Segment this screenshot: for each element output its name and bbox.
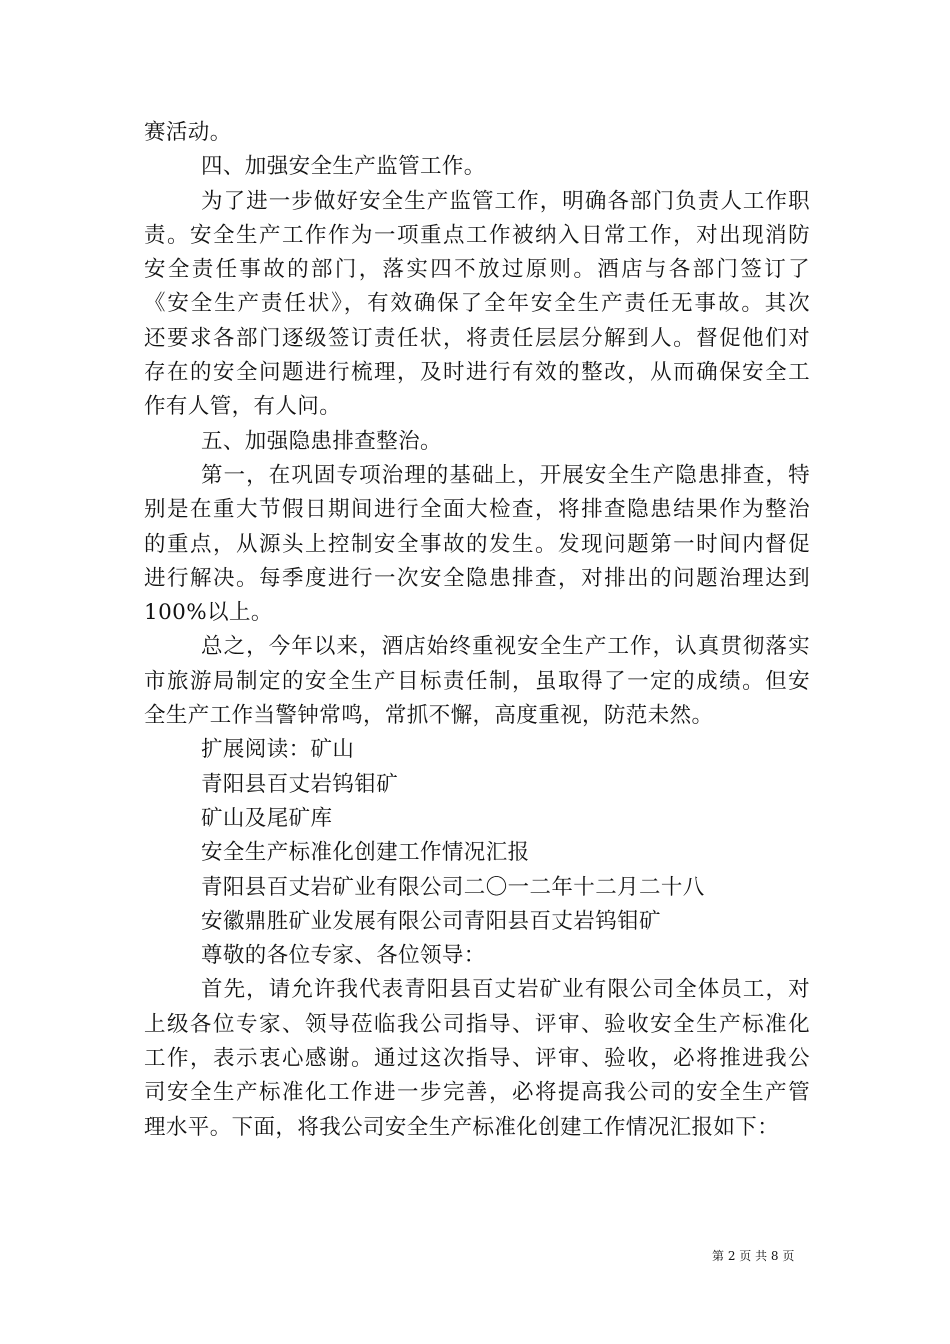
text-line: 安全生产标准化创建工作情况汇报 xyxy=(201,840,530,866)
text-line: 赛活动。 xyxy=(144,120,232,145)
text-line: 扩展阅读：矿山 xyxy=(201,737,355,763)
text-line: 市旅游局制定的安全生产目标责任制，虽取得了一定的成绩。但安 xyxy=(144,668,810,694)
text-line: 100%以上。 xyxy=(144,600,273,626)
text-line: 青阳县百丈岩矿业有限公司二〇一二年十二月二十八 xyxy=(201,874,705,900)
text-line: 别是在重大节假日期间进行全面大检查，将排查隐患结果作为整治 xyxy=(144,497,810,523)
text-line: 的重点，从源头上控制安全事故的发生。发现问题第一时间内督促 xyxy=(144,531,810,557)
text-line: 进行解决。每季度进行一次安全隐患排查，对排出的问题治理达到 xyxy=(144,565,810,591)
salutation: 尊敬的各位专家、各位领导： xyxy=(201,943,486,969)
text-line: 还要求各部门逐级签订责任状，将责任层层分解到人。督促他们对 xyxy=(144,325,810,351)
document-body xyxy=(144,116,810,1145)
text-line: 上级各位专家、领导莅临我公司指导、评审、验收安全生产标准化 xyxy=(144,1011,810,1037)
text-line: 工作，表示衷心感谢。通过这次指导、评审、验收，必将推进我公 xyxy=(144,1046,810,1072)
text-line: 司安全生产标准化工作进一步完善，必将提高我公司的安全生产管 xyxy=(144,1080,810,1106)
text-line: 总之，今年以来，酒店始终重视安全生产工作，认真贯彻落实 xyxy=(201,634,810,660)
text-line: 责。安全生产工作作为一项重点工作被纳入日常工作，对出现消防 xyxy=(144,222,810,248)
text-line: 《安全生产责任状》，有效确保了全年安全生产责任无事故。其次 xyxy=(144,291,810,317)
text-line: 首先，请允许我代表青阳县百丈岩矿业有限公司全体员工，对 xyxy=(201,977,810,1003)
text-line: 存在的安全问题进行梳理，及时进行有效的整改，从而确保安全工 xyxy=(144,360,810,386)
text-line: 安徽鼎胜矿业发展有限公司青阳县百丈岩钨钼矿 xyxy=(201,908,661,934)
text-line: 安全责任事故的部门，落实四不放过原则。酒店与各部门签订了 xyxy=(144,257,810,283)
section-heading: 五、加强隐患排查整治。 xyxy=(201,428,442,454)
text-line: 作有人管，有人问。 xyxy=(144,394,342,420)
page-number: 第 2 页 共 8 页 xyxy=(712,1249,795,1263)
text-line: 理水平。下面，将我公司安全生产标准化创建工作情况汇报如下： xyxy=(144,1114,780,1140)
text-line: 青阳县百丈岩钨钼矿 xyxy=(201,771,399,797)
text-line: 第一，在巩固专项治理的基础上，开展安全生产隐患排查，特 xyxy=(201,462,810,488)
text-line: 矿山及尾矿库 xyxy=(201,805,333,831)
text-line: 全生产工作当警钟常鸣，常抓不懈，高度重视，防范未然。 xyxy=(144,703,714,729)
text-line: 为了进一步做好安全生产监管工作，明确各部门负责人工作职 xyxy=(201,188,810,214)
section-heading: 四、加强安全生产监管工作。 xyxy=(201,154,486,180)
